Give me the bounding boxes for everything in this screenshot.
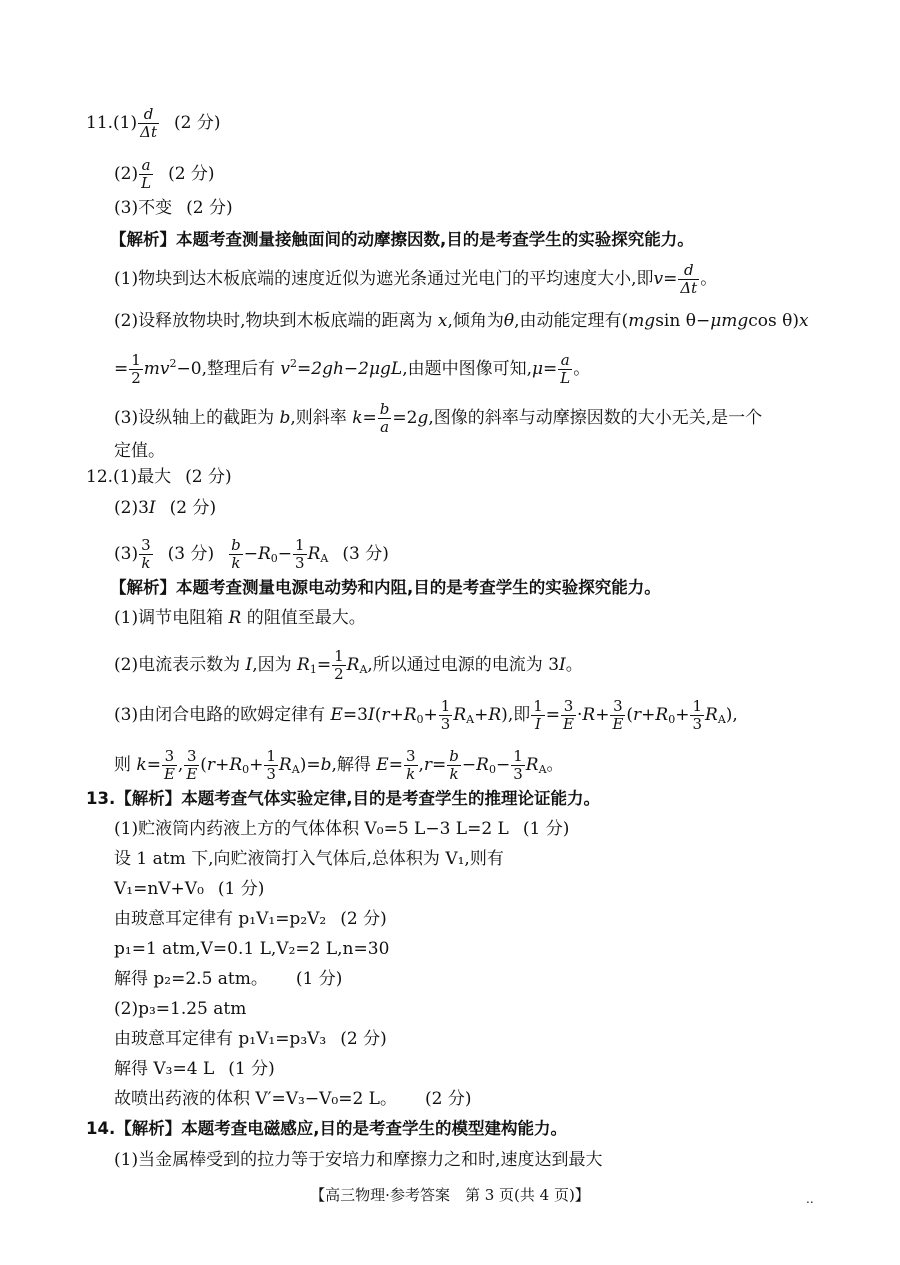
q13-analysis-heading: 13.【解析】本题考查气体实验定律,目的是考查学生的推理论证能力。 xyxy=(86,789,601,808)
q12-answer-2: (2)3I (2 分) xyxy=(114,498,217,518)
q11-half-fraction: $\frac{1}{2}$ xyxy=(131,351,141,387)
q11-analysis-p2: (2)设释放物块时,物块到木板底端的距离为 x,倾角为θ,由动能定理有(mgsin θ−μmgcos θ)x xyxy=(114,311,809,331)
q13-line-8: 由玻意耳定律有 p₁V₁=p₃V₃ (2 分) xyxy=(114,1029,387,1049)
q13-line-2: 设 1 atm 下,向贮液筒打入气体后,总体积为 V₁,则有 xyxy=(114,849,504,869)
q12-answer-1: 12.(1)最大 (2 分) xyxy=(86,467,232,487)
corner-mark: .. xyxy=(806,1192,814,1206)
q13-number: 13. xyxy=(86,789,116,808)
q13-line-1: (1)贮液筒内药液上方的气体体积 V₀=5 L−3 L=2 L (1 分) xyxy=(114,819,570,839)
q12-a3-score-1: (3 分) xyxy=(167,544,215,564)
q11-analysis-heading: 【解析】本题考查测量接触面间的动摩擦因数,目的是考查学生的实验探究能力。 xyxy=(110,230,694,249)
q12-analysis-p3: (3)由闭合电路的欧姆定律有 $E=3I(r+R_0+$ $\frac{1}{3}$ $R_A+R$),即 $\frac{1}{I}$ = $\frac{3}{E}$ ·R+ $\frac{3}{E}$ ($r+R_0+$ $\frac{1}{3}$ $R_A$), xyxy=(114,697,738,733)
q14-analysis-heading: 14.【解析】本题考查电磁感应,目的是考查学生的模型建构能力。 xyxy=(86,1119,568,1138)
q11-answer-3: (3)不变 (2 分) xyxy=(114,198,233,218)
q11-slope-fraction: $\frac{b}{a}$ xyxy=(379,400,390,436)
q13-line-9: 解得 V₃=4 L (1 分) xyxy=(114,1059,275,1079)
q11-a2-fraction: $\frac{a}{L}$ xyxy=(141,156,152,192)
q11-number: 11. xyxy=(86,113,114,133)
q12-analysis-p2: (2)电流表示数为 I,因为 $R_1=$ $\frac{1}{2}$ $R_A$,所以通过电源的电流为 3I。 xyxy=(114,647,583,683)
q11-analysis-p3-cont: 定值。 xyxy=(114,441,165,461)
q12-a3-score-2: (3 分) xyxy=(342,544,389,564)
q12-analysis-p1: (1)调节电阻箱 R 的阻值至最大。 xyxy=(114,608,366,628)
q12-number: 12. xyxy=(86,467,114,487)
q13-line-6: 解得 p₂=2.5 atm。 (1 分) xyxy=(114,969,343,989)
q13-line-3: V₁=nV+V₀ (1 分) xyxy=(114,879,265,899)
q13-line-4: 由玻意耳定律有 p₁V₁=p₂V₂ (2 分) xyxy=(114,909,387,929)
q11-a3-score: (2 分) xyxy=(186,198,233,218)
q12-a2-score: (2 分) xyxy=(169,498,217,518)
q11-a2-score: (2 分) xyxy=(168,164,215,184)
q13-line-5: p₁=1 atm,V=0.1 L,V₂=2 L,n=30 xyxy=(114,939,390,959)
q12-answer-3: (3) $\frac{3}{k}$ (3 分) $\frac{b}{k}$ $-R_0-$ $\frac{1}{3}$ $R_A$ (3 分) xyxy=(114,536,389,572)
q11-mu-fraction: $\frac{a}{L}$ xyxy=(560,351,571,387)
q11-answer-2: (2) $\frac{a}{L}$ (2 分) xyxy=(114,156,215,192)
q12-a1-score: (2 分) xyxy=(185,467,232,487)
q11-analysis-p2-cont: = $\frac{1}{2}$ $mv^2-0$,整理后有 $v^2=2gh-2\mu gL$,由题中图像可知,μ= $\frac{a}{L}$ 。 xyxy=(114,351,591,387)
page-footer: 【高三物理·参考答案 第 3 页(共 4 页)】 xyxy=(310,1186,590,1204)
q13-line-7: (2)p₃=1.25 atm xyxy=(114,999,247,1019)
q11-answer-1: 11.(1) $\frac{d}{\Delta t}$ (2 分) xyxy=(86,105,221,141)
q12-analysis-p4: 则 k= $\frac{3}{E}$ , $\frac{3}{E}$ ($r+R_0+$ $\frac{1}{3}$ $R_A)=b$,解得 E= $\frac{3}{k}$ ,r= $\frac{b}{k}$ $-R_0-$ $\frac{1}{3}$ $R_A$。 xyxy=(114,747,564,783)
q11-analysis-p1: (1)物块到达木板底端的速度近似为遮光条通过光电门的平均速度大小,即v= $\frac{d}{\Delta t}$ 。 xyxy=(114,261,718,297)
q13-line-10: 故喷出药液的体积 V′=V₃−V₀=2 L。 (2 分) xyxy=(114,1089,472,1109)
q12-analysis-heading: 【解析】本题考查测量电源电动势和内阻,目的是考查学生的实验探究能力。 xyxy=(110,578,661,597)
q11-a1-score: (2 分) xyxy=(174,113,221,133)
q11-p1-fraction: $\frac{d}{\Delta t}$ xyxy=(680,261,698,297)
q14-line-1: (1)当金属棒受到的拉力等于安培力和摩擦力之和时,速度达到最大 xyxy=(114,1150,603,1170)
q12-a3-fraction-1: $\frac{3}{k}$ xyxy=(141,536,151,572)
q14-number: 14. xyxy=(86,1119,116,1138)
q11-a1-fraction: $\frac{d}{\Delta t}$ xyxy=(140,105,158,141)
q11-analysis-p3: (3)设纵轴上的截距为 b,则斜率 k= $\frac{b}{a}$ =2g,图像的斜率与动摩擦因数的大小无关,是一个 xyxy=(114,400,763,436)
